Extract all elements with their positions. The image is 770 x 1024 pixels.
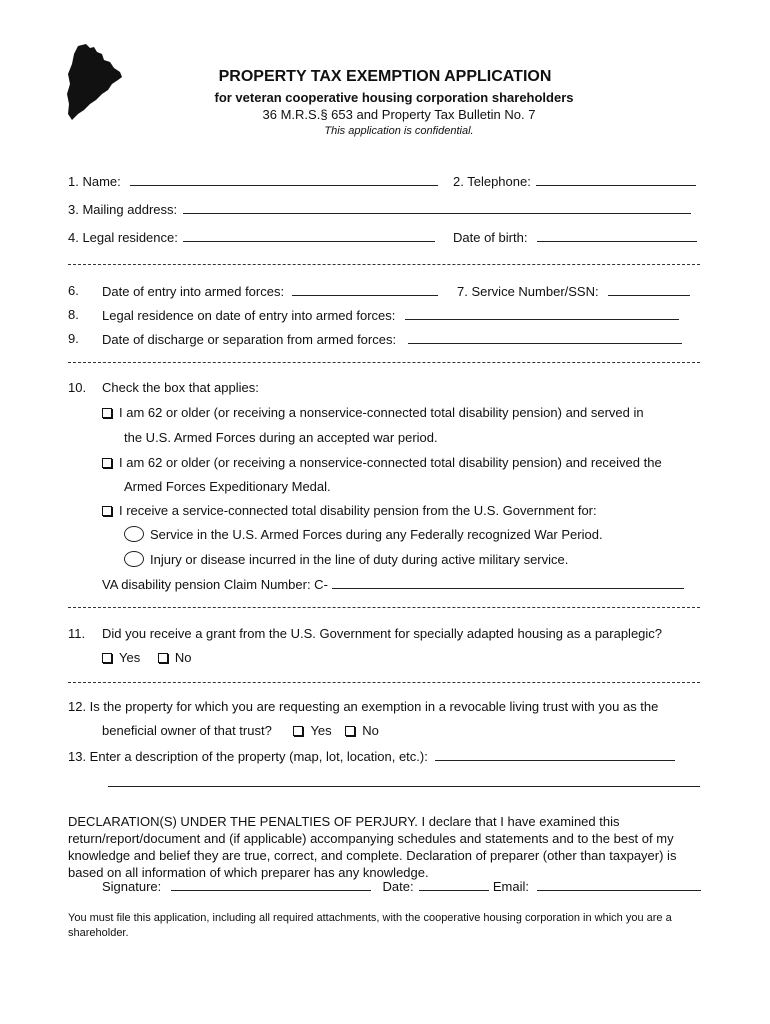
checkbox-war-period[interactable]: [102, 408, 112, 418]
checkbox-disability-pension[interactable]: [102, 506, 112, 516]
radio-line-of-duty-injury[interactable]: [124, 551, 144, 567]
q10-sub-option-1: Service in the U.S. Armed Forces during any Federally recognized War Period.: [124, 527, 603, 544]
claim-number-label: VA disability pension Claim Number: C-: [102, 577, 328, 592]
legal-residence-field[interactable]: [183, 229, 435, 242]
property-description-field-2[interactable]: [108, 786, 700, 787]
section-divider: [68, 607, 700, 608]
checkbox-q11-no[interactable]: [158, 653, 168, 663]
entry-residence-row: [102, 307, 679, 324]
section-divider: [68, 362, 700, 363]
declaration-date-field[interactable]: [419, 878, 489, 891]
date-label: Date:: [382, 879, 414, 894]
form-subtitle: for veteran cooperative housing corporation shareholders: [214, 90, 574, 105]
mailing-address-field[interactable]: [183, 201, 691, 214]
entry-residence-label: Legal residence on date of entry into armed forces:: [102, 308, 396, 323]
q10-sub-option-2: Injury or disease incurred in the line of duty during active military service.: [124, 552, 568, 569]
property-description-field[interactable]: [435, 748, 675, 761]
signature-label: Signature:: [102, 879, 162, 894]
q10-prompt: Check the box that applies:: [102, 380, 259, 395]
signature-row: [102, 878, 701, 895]
service-number-label: 7. Service Number/SSN:: [457, 284, 599, 299]
name-field[interactable]: [130, 173, 438, 186]
q9-num: 9.: [68, 331, 79, 346]
claim-number-row: [102, 576, 684, 593]
discharge-date-field[interactable]: [408, 331, 682, 344]
statute-reference: 36 M.R.S.§ 653 and Property Tax Bulletin No. 7: [262, 107, 536, 122]
section-divider: [68, 682, 700, 683]
telephone-label: 2. Telephone:: [453, 174, 531, 189]
email-field[interactable]: [537, 878, 701, 891]
name-row: [68, 173, 438, 190]
telephone-row: [453, 173, 696, 190]
q10-option-1-cont: the U.S. Armed Forces during an accepted war period.: [124, 430, 438, 445]
signature-field[interactable]: [171, 878, 371, 891]
legal-residence-row: [68, 229, 435, 246]
entry-date-field[interactable]: [292, 283, 438, 296]
section-divider: [68, 264, 700, 265]
service-number-row: [457, 283, 690, 300]
email-label: Email:: [492, 879, 529, 894]
q10-option-3: I receive a service-connected total disability pension from the U.S. Government for:: [102, 503, 597, 519]
entry-date-row: [102, 283, 438, 300]
checkbox-expeditionary-medal[interactable]: [102, 458, 112, 468]
checkbox-q11-yes[interactable]: [102, 653, 112, 663]
q11-num: 11.: [68, 626, 86, 641]
checkbox-q12-no[interactable]: [345, 726, 355, 736]
q10-num: 10.: [68, 380, 87, 395]
radio-war-period-service[interactable]: [124, 526, 144, 542]
entry-residence-field[interactable]: [405, 307, 679, 320]
entry-date-label: Date of entry into armed forces:: [102, 284, 285, 299]
dob-row: [453, 229, 697, 246]
dob-field[interactable]: [537, 229, 697, 242]
mailing-address-row: [68, 201, 691, 218]
service-number-field[interactable]: [608, 283, 690, 296]
q13-row: [68, 748, 675, 765]
q11-prompt: Did you receive a grant from the U.S. Government for specially adapted housing as a paraplegic?: [102, 626, 663, 641]
confidential-note: This application is confidential.: [324, 125, 474, 137]
dob-label: Date of birth:: [453, 230, 528, 245]
telephone-field[interactable]: [536, 173, 696, 186]
q8-num: 8.: [68, 307, 79, 322]
declaration-text: DECLARATION(S) UNDER THE PENALTIES OF PERJURY. I declare that I have examined this return/report/document and (if applicable) accompanying schedules and statements and to the best of my knowledge and belief they are true, correct, and complete. Declaration of preparer (other than taxpayer) is based on all information of which preparer has any knowledge.: [68, 814, 677, 880]
discharge-date-label: Date of discharge or separation from armed forces:: [102, 332, 397, 347]
filing-instructions: You must file this application, including all required attachments, with the cooperative housing corporation in which you are a shareholder.: [68, 912, 672, 939]
name-label: 1. Name:: [68, 174, 121, 189]
q12-prompt: 12. Is the property for which you are requesting an exemption in a revocable living trust with you as the: [68, 699, 659, 714]
q6-num: 6.: [68, 283, 79, 298]
discharge-date-row: [102, 331, 682, 348]
q11-answers: Yes No: [102, 650, 191, 666]
q12-answers: beneficial owner of that trust? Yes No: [102, 723, 379, 738]
q10-option-1: I am 62 or older (or receiving a nonservice-connected total disability pension) and served in: [102, 405, 644, 421]
checkbox-q12-yes[interactable]: [293, 726, 303, 736]
q13-prompt: 13. Enter a description of the property (map, lot, location, etc.):: [68, 749, 428, 764]
q10-option-2: I am 62 or older (or receiving a nonservice-connected total disability pension) and received the: [102, 455, 662, 471]
form-title: PROPERTY TAX EXEMPTION APPLICATION: [218, 68, 552, 85]
q10-option-2-cont: Armed Forces Expeditionary Medal.: [124, 479, 331, 494]
legal-residence-label: 4. Legal residence:: [68, 230, 178, 245]
claim-number-field[interactable]: [332, 576, 684, 589]
mailing-address-label: 3. Mailing address:: [68, 202, 178, 217]
